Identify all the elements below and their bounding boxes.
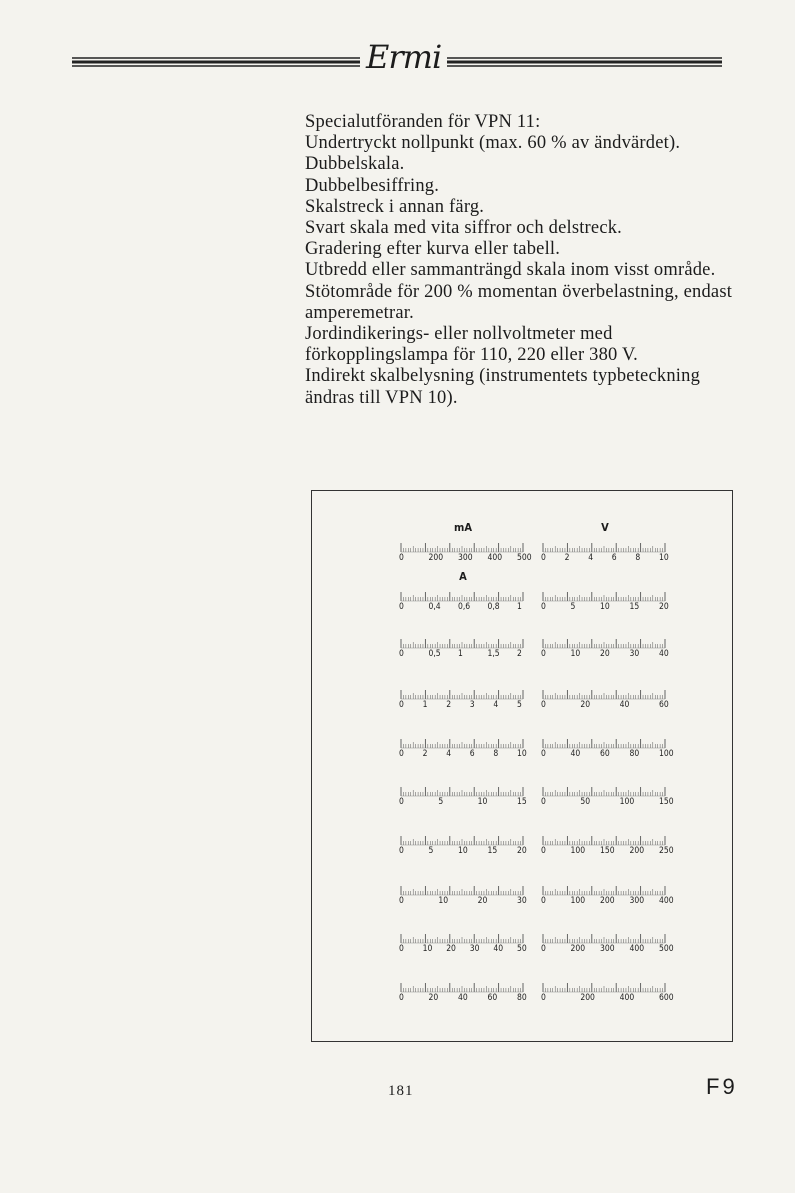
scale-label: 0 xyxy=(399,993,404,1003)
scale-label: 8 xyxy=(493,749,499,759)
scale-labels xyxy=(398,993,528,1005)
scale-label: 100 xyxy=(619,797,635,807)
scale-labels xyxy=(540,749,674,761)
specification-item: Gradering efter kurva eller tabell. xyxy=(305,239,561,260)
scale-label: 200 xyxy=(570,944,586,954)
scale-ticks xyxy=(398,832,528,846)
scale-ticks xyxy=(398,783,528,797)
scale-label: 20 xyxy=(517,846,527,856)
specification-item: Stötområde för 200 % momentan överbelastning, endast amperemetrar. xyxy=(305,281,733,323)
scale-label: 400 xyxy=(619,993,635,1003)
scale-labels xyxy=(540,846,674,858)
page-number: 181 xyxy=(388,1083,414,1099)
scale-label: 40 xyxy=(493,944,504,954)
scale-sample xyxy=(398,735,528,765)
scale-label: 600 xyxy=(659,993,674,1003)
scale-label: 200 xyxy=(600,896,615,906)
scale-label: 0 xyxy=(541,797,546,807)
scale-labels xyxy=(398,602,528,614)
scale-label: 10 xyxy=(477,797,488,807)
scale-label: 2 xyxy=(446,700,452,710)
scale-label: 0 xyxy=(399,944,404,954)
scale-label: 40 xyxy=(458,993,468,1003)
scale-label: 0 xyxy=(399,846,404,856)
scale-sample xyxy=(540,930,674,960)
scale-sample xyxy=(540,521,670,569)
scale-label: 0,6 xyxy=(458,602,471,612)
scale-sample xyxy=(398,635,528,665)
scale-label: 400 xyxy=(659,896,674,906)
scale-label: 0,5 xyxy=(428,649,441,659)
page-code: F9 xyxy=(706,1074,738,1099)
scale-labels xyxy=(398,700,528,712)
specification-item: Indirekt skalbelysning (instrumentets typbeteckning ändras till VPN 10). xyxy=(305,366,701,408)
scale-labels xyxy=(540,602,670,614)
scale-ticks xyxy=(398,635,528,649)
scale-ticks xyxy=(398,979,528,993)
scale-label: 15 xyxy=(517,797,527,807)
scale-label: 10 xyxy=(659,553,669,563)
scale-ticks xyxy=(398,539,528,553)
scale-label: 10 xyxy=(517,749,527,759)
scale-label: 400 xyxy=(487,553,503,563)
scale-label: 2 xyxy=(422,749,428,759)
brand-logo: Ermi xyxy=(360,38,447,76)
scale-label: 40 xyxy=(619,700,630,710)
scale-label: 100 xyxy=(570,896,586,906)
specification-item: Utbredd eller sammanträngd skala inom visst område. xyxy=(305,260,716,281)
scale-ticks xyxy=(540,832,670,846)
scale-ticks xyxy=(398,882,528,896)
scale-ticks xyxy=(540,930,670,944)
scale-labels xyxy=(540,896,674,908)
scale-label: 150 xyxy=(600,846,615,856)
scale-label: 0 xyxy=(399,749,404,759)
specifications-text xyxy=(305,112,745,409)
scale-label: 0 xyxy=(541,700,546,710)
scale-label: 0 xyxy=(399,649,404,659)
scale-labels xyxy=(540,944,674,956)
scale-sample xyxy=(398,521,532,569)
scale-label: 0 xyxy=(541,749,546,759)
scale-labels xyxy=(398,553,532,565)
scale-label: 5 xyxy=(428,846,434,856)
scale-ticks xyxy=(540,783,670,797)
scale-ticks xyxy=(398,686,528,700)
scale-sample xyxy=(540,882,674,912)
scale-labels xyxy=(398,846,528,858)
scale-label: 200 xyxy=(428,553,444,563)
scale-ticks xyxy=(540,539,670,553)
scale-labels xyxy=(540,797,674,809)
scale-ticks xyxy=(540,735,670,749)
scale-label: 400 xyxy=(629,944,645,954)
scale-label: 3 xyxy=(469,700,475,710)
scale-labels xyxy=(398,944,528,956)
scale-label: 0 xyxy=(541,649,546,659)
scale-label: 0,4 xyxy=(428,602,441,612)
scale-label: 20 xyxy=(477,896,488,906)
scale-label: 20 xyxy=(446,944,456,954)
scale-label: 0 xyxy=(399,700,404,710)
scale-label: 60 xyxy=(487,993,498,1003)
scale-labels xyxy=(398,797,528,809)
scale-samples-frame xyxy=(311,490,733,1042)
scale-unit: V xyxy=(601,521,609,534)
scale-unit: A xyxy=(459,570,467,583)
scale-label: 0 xyxy=(541,993,546,1003)
scale-label: 20 xyxy=(580,700,591,710)
scale-ticks xyxy=(540,686,670,700)
specification-item: Skalstreck i annan färg. xyxy=(305,196,485,217)
scale-label: 15 xyxy=(487,846,498,856)
scale-label: 0 xyxy=(399,896,404,906)
scale-label: 0 xyxy=(399,553,404,563)
scale-sample xyxy=(540,686,670,716)
scale-label: 10 xyxy=(438,896,449,906)
section-title: Specialutföranden för VPN 11: xyxy=(305,112,541,132)
scale-label: 0 xyxy=(399,797,404,807)
scale-labels xyxy=(398,749,528,761)
scale-label: 1,5 xyxy=(487,649,500,659)
scale-label: 40 xyxy=(659,649,669,659)
scale-label: 15 xyxy=(629,602,640,612)
scale-label: 80 xyxy=(517,993,527,1003)
scale-sample xyxy=(398,930,528,960)
scale-label: 0 xyxy=(541,846,546,856)
scale-label: 300 xyxy=(629,896,645,906)
scale-label: 0 xyxy=(399,602,404,612)
scale-label: 5 xyxy=(570,602,576,612)
scale-label: 30 xyxy=(629,649,640,659)
scale-label: 20 xyxy=(428,993,439,1003)
scale-label: 250 xyxy=(659,846,674,856)
scale-label: 200 xyxy=(580,993,595,1003)
scale-sample xyxy=(540,832,674,862)
scale-labels xyxy=(398,896,528,908)
scale-label: 2 xyxy=(564,553,570,563)
scale-label: 50 xyxy=(517,944,527,954)
scale-label: 0 xyxy=(541,944,546,954)
scale-label: 10 xyxy=(570,649,581,659)
scale-label: 0,8 xyxy=(487,602,500,612)
scale-labels xyxy=(540,649,670,661)
scale-label: 10 xyxy=(422,944,433,954)
scale-label: 20 xyxy=(659,602,669,612)
scale-sample xyxy=(540,979,674,1009)
scale-ticks xyxy=(398,588,528,602)
scale-label: 6 xyxy=(469,749,475,759)
scale-label: 300 xyxy=(600,944,615,954)
scale-sample xyxy=(398,686,528,716)
scale-label: 100 xyxy=(659,749,674,759)
scale-ticks xyxy=(540,588,670,602)
scale-ticks xyxy=(398,735,528,749)
scale-sample xyxy=(540,783,674,813)
scale-sample xyxy=(540,588,670,618)
specification-item: Undertryckt nollpunkt (max. 60 % av ändvärdet). xyxy=(305,133,681,154)
scale-sample xyxy=(398,832,528,862)
scale-label: 6 xyxy=(611,553,617,563)
specification-item: Dubbelskala. xyxy=(305,154,405,175)
scale-sample xyxy=(398,882,528,912)
scale-labels xyxy=(540,553,670,565)
scale-sample xyxy=(398,570,528,618)
scale-label: 300 xyxy=(458,553,473,563)
scale-label: 80 xyxy=(629,749,640,759)
scale-label: 60 xyxy=(600,749,610,759)
specification-item: Dubbelbesiffring. xyxy=(305,175,440,196)
scale-label: 50 xyxy=(580,797,591,807)
scale-label: 100 xyxy=(570,846,586,856)
specification-item: Svart skala med vita siffror och delstreck. xyxy=(305,218,623,239)
scale-label: 10 xyxy=(458,846,468,856)
scale-label: 0 xyxy=(541,896,546,906)
specification-item: Jordindikerings- eller nollvoltmeter med förkopplingslampa för 110, 220 eller 380 V. xyxy=(305,324,638,366)
scale-unit: mA xyxy=(454,521,472,534)
scale-ticks xyxy=(398,930,528,944)
scale-label: 0 xyxy=(541,553,546,563)
scale-ticks xyxy=(540,882,670,896)
scale-sample xyxy=(398,783,528,813)
scale-sample xyxy=(540,635,670,665)
specification-list xyxy=(305,133,745,409)
scale-label: 4 xyxy=(446,749,452,759)
scale-label: 8 xyxy=(635,553,641,563)
scale-labels xyxy=(540,700,670,712)
scale-sample xyxy=(398,979,528,1009)
scale-label: 30 xyxy=(469,944,480,954)
scale-label: 20 xyxy=(600,649,610,659)
scale-label: 150 xyxy=(659,797,674,807)
scale-label: 2 xyxy=(517,649,522,659)
scale-label: 500 xyxy=(517,553,532,563)
scale-label: 5 xyxy=(438,797,444,807)
scale-label: 1 xyxy=(517,602,522,612)
scale-label: 4 xyxy=(588,553,594,563)
scale-label: 4 xyxy=(493,700,499,710)
scale-ticks xyxy=(540,979,670,993)
scale-label: 40 xyxy=(570,749,581,759)
scale-label: 0 xyxy=(541,602,546,612)
scale-labels xyxy=(398,649,528,661)
scale-label: 10 xyxy=(600,602,610,612)
scale-label: 60 xyxy=(659,700,669,710)
scale-label: 500 xyxy=(659,944,674,954)
scale-label: 5 xyxy=(517,700,522,710)
scale-label: 30 xyxy=(517,896,527,906)
scale-ticks xyxy=(540,635,670,649)
scale-labels xyxy=(540,993,674,1005)
scale-label: 200 xyxy=(629,846,645,856)
scale-sample xyxy=(540,735,674,765)
scale-label: 1 xyxy=(422,700,428,710)
scale-label: 1 xyxy=(458,649,463,659)
